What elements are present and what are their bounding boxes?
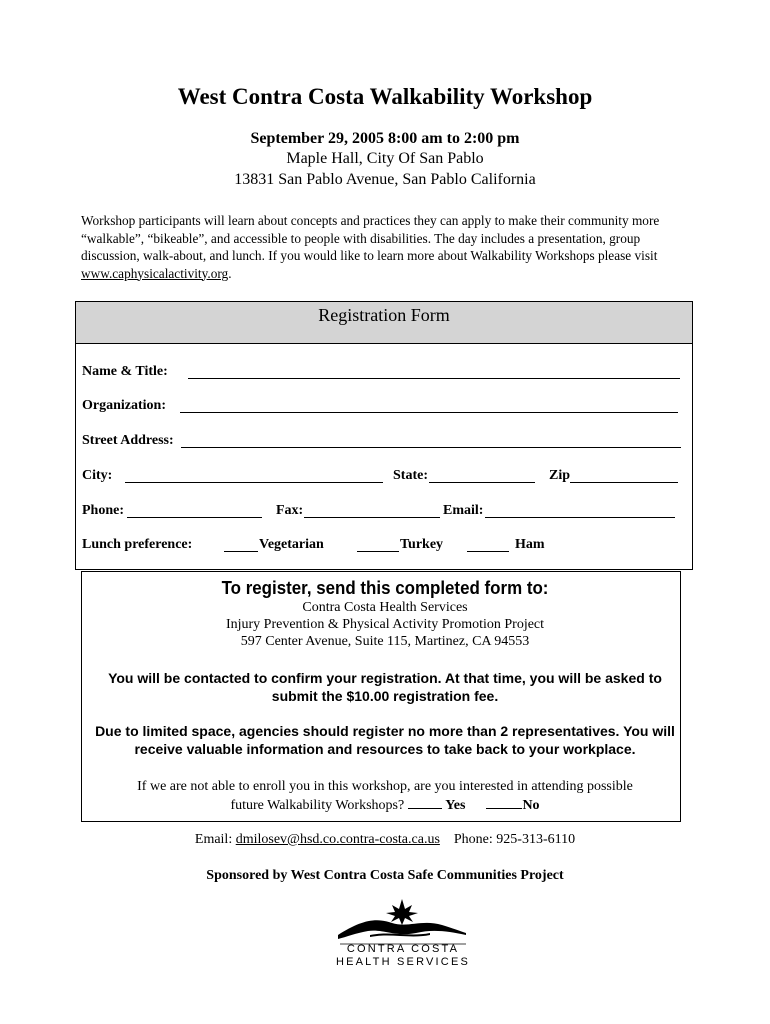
question-line-1: If we are not able to enroll you in this workshop, are you interested in attending possible xyxy=(137,779,633,794)
website-link[interactable]: www.caphysicalactivity.org xyxy=(81,265,229,281)
organization-label: Organization: xyxy=(82,398,166,413)
ham-option: Ham xyxy=(515,537,545,552)
logo-line-2: HEALTH SERVICES xyxy=(335,956,470,968)
future-workshop-question xyxy=(95,778,675,814)
yes-label: Yes xyxy=(445,797,466,813)
contact-email-link[interactable]: dmilosev@hsd.co.contra-costa.ca.us xyxy=(235,832,440,847)
street-address-row xyxy=(82,433,682,455)
name-title-label: Name & Title: xyxy=(82,364,168,379)
registration-form-heading: Registration Form xyxy=(76,302,692,344)
fax-label: Fax: xyxy=(276,503,304,518)
send-project: Injury Prevention & Physical Activity Promotion Project xyxy=(225,617,545,632)
email-label: Email: xyxy=(443,503,484,518)
phone-fax-email-row xyxy=(82,503,682,525)
city-label: City: xyxy=(82,468,113,483)
event-venue: Maple Hall, City Of San Pablo xyxy=(286,150,484,167)
sun-mountain-icon xyxy=(338,899,466,939)
page-title: West Contra Costa Walkability Workshop xyxy=(177,84,593,109)
organization-row xyxy=(82,398,682,420)
contact-line xyxy=(0,832,770,848)
event-date-time: September 29, 2005 8:00 am to 2:00 pm xyxy=(250,130,520,147)
vegetarian-option: Vegetarian xyxy=(259,537,324,552)
turkey-blank[interactable] xyxy=(357,537,399,552)
ham-blank[interactable] xyxy=(467,537,509,552)
contra-costa-health-services-logo xyxy=(330,895,470,970)
yes-blank[interactable] xyxy=(408,796,442,809)
street-address-field[interactable] xyxy=(181,433,681,448)
contact-phone: 925-313-6110 xyxy=(496,832,576,847)
street-address-label: Street Address: xyxy=(82,433,174,448)
send-address: 597 Center Avenue, Suite 115, Martinez, CA 94553 xyxy=(240,634,530,649)
no-label: No xyxy=(522,797,540,813)
intro-end: . xyxy=(228,265,232,281)
intro-paragraph xyxy=(81,212,693,282)
city-state-zip-row xyxy=(82,468,682,490)
contact-phone-label: Phone: xyxy=(453,832,493,847)
lunch-row xyxy=(82,537,682,559)
registration-form xyxy=(75,301,693,570)
no-blank[interactable] xyxy=(486,796,522,809)
space-limit-note: Due to limited space, agencies should register no more than 2 representatives. You will receive valuable information and resources to take back to your workplace. xyxy=(95,723,675,757)
state-field[interactable] xyxy=(429,468,535,483)
lunch-label: Lunch preference: xyxy=(82,537,193,552)
question-line-2-text: future Walkability Workshops? xyxy=(230,797,405,813)
name-title-field[interactable] xyxy=(188,364,680,379)
logo-line-1: CONTRA COSTA xyxy=(346,943,460,955)
zip-label: Zip xyxy=(549,468,571,483)
phone-field[interactable] xyxy=(127,503,262,518)
confirmation-note: You will be contacted to confirm your registration. At that time, you will be asked to submit the $10.00 registration fee. xyxy=(108,670,662,704)
send-to-heading: To register, send this completed form to: xyxy=(221,578,549,598)
organization-field[interactable] xyxy=(180,398,678,413)
email-field[interactable] xyxy=(485,503,675,518)
phone-label: Phone: xyxy=(82,503,124,518)
name-title-row xyxy=(82,364,682,386)
send-org: Contra Costa Health Services xyxy=(302,600,468,615)
turkey-option: Turkey xyxy=(400,537,444,552)
zip-field[interactable] xyxy=(570,468,678,483)
vegetarian-blank[interactable] xyxy=(224,537,258,552)
fax-field[interactable] xyxy=(304,503,440,518)
sponsor-line: Sponsored by West Contra Costa Safe Communities Project xyxy=(206,868,564,883)
state-label: State: xyxy=(393,468,428,483)
question-line-2 xyxy=(95,796,675,815)
event-address: 13831 San Pablo Avenue, San Pablo California xyxy=(234,171,536,188)
city-field[interactable] xyxy=(125,468,383,483)
intro-text: Workshop participants will learn about concepts and practices they can apply to make their community more “walkable”, “bikeable”, and accessible to people with disabilities. The day includes a presentation, group discussion, walk-about, and lunch. If you would like to learn more about Walkability Workshops please visit xyxy=(81,213,660,263)
contact-email-label: Email: xyxy=(194,832,233,847)
